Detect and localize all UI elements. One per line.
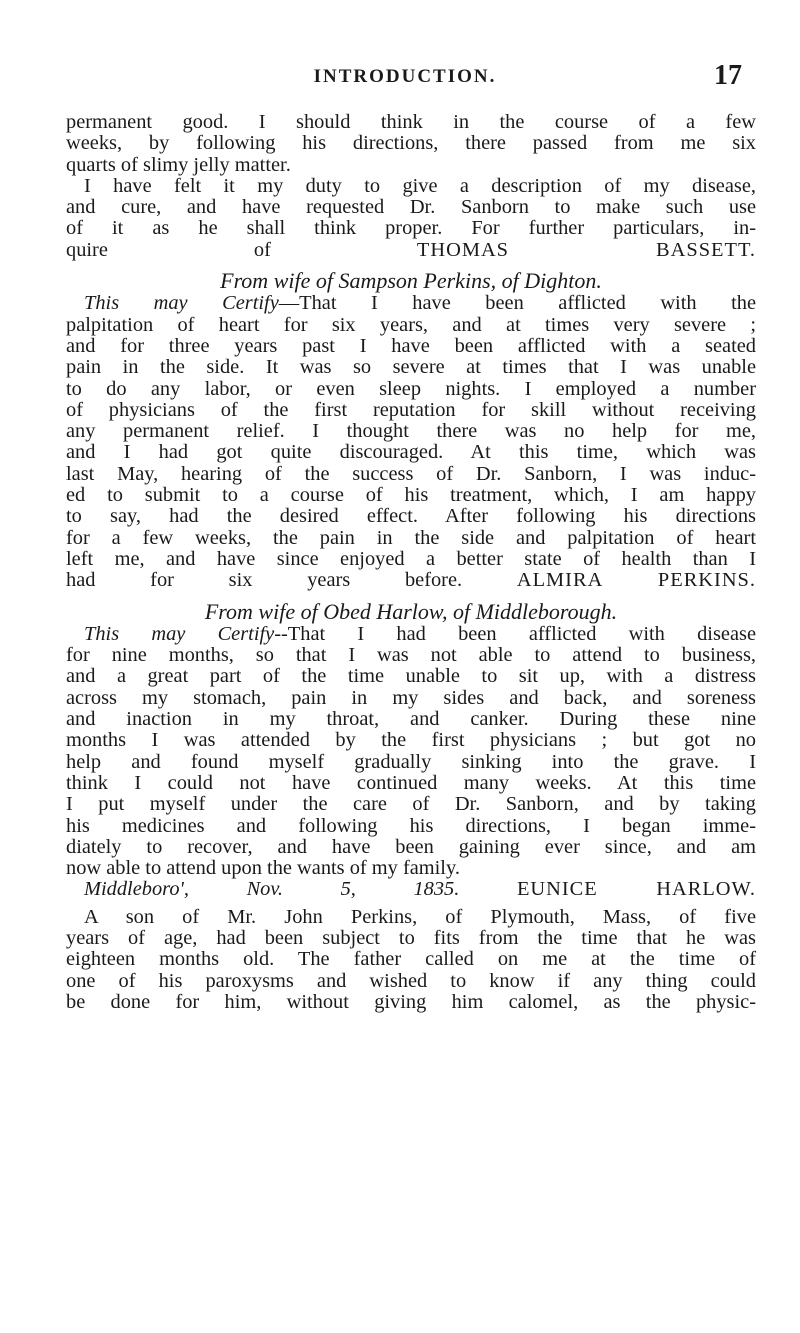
text-line: of physicians of the first reputation for skill without receiving bbox=[66, 398, 756, 421]
section-heading: From wife of Obed Harlow, of Middleborough. bbox=[204, 598, 618, 624]
body-text bbox=[66, 112, 756, 1013]
signature-line bbox=[66, 879, 756, 900]
page-number: 17 bbox=[714, 60, 742, 91]
text-line: years of age, had been subject to fits from the time that he was bbox=[66, 926, 756, 949]
running-title: INTRODUCTION. bbox=[313, 66, 497, 87]
text-line: and for three years past I have been afflicted with a seated bbox=[66, 334, 756, 357]
text-fragment: quire of bbox=[66, 238, 271, 261]
text-fragment: had for six years before. bbox=[66, 569, 463, 592]
section-heading: From wife of Sampson Perkins, of Dighton. bbox=[220, 268, 602, 294]
text-line: weeks, by following his directions, there passed from me six bbox=[66, 132, 756, 155]
signature: EUNICE HARLOW. bbox=[516, 878, 756, 901]
text-line: of it as he shall think proper. For further particulars, in- bbox=[66, 217, 756, 240]
signature-line bbox=[66, 240, 756, 261]
text-line: ed to submit to a course of his treatment, which, I am happy bbox=[66, 484, 756, 507]
text-line: A son of Mr. John Perkins, of Plymouth, Mass, of five bbox=[84, 905, 756, 928]
text-line: I put myself under the care of Dr. Sanborn, and by taking bbox=[66, 793, 756, 816]
signature: ALMIRA PERKINS. bbox=[516, 569, 756, 592]
testimonial-perkins bbox=[66, 270, 756, 591]
text-line: help and found myself gradually sinking into the grave. I bbox=[66, 750, 756, 773]
text-line: and cure, and have requested Dr. Sanborn to make such use bbox=[66, 196, 756, 219]
text-line: one of his paroxysms and wished to know if any thing could bbox=[66, 969, 756, 992]
text-line: diately to recover, and have been gaining ever since, and am bbox=[66, 835, 756, 858]
text-line: pain in the side. It was so severe at times that I was unable bbox=[66, 356, 756, 379]
signature: THOMAS BASSETT. bbox=[416, 238, 756, 261]
text-line bbox=[66, 624, 756, 645]
text-line: last May, hearing of the success of Dr. Sanborn, I was induc- bbox=[66, 462, 756, 485]
text-fragment: --That I had been afflicted with disease bbox=[274, 622, 756, 645]
text-line: his medicines and following his directions, I began imme- bbox=[66, 814, 756, 837]
text-fragment: —That I have been afflicted with the bbox=[278, 292, 756, 315]
lead-phrase: This may Certify bbox=[84, 622, 275, 645]
signature-line bbox=[66, 570, 756, 591]
text-line: I have felt it my duty to give a description of my disease, bbox=[84, 174, 756, 197]
text-line: and a great part of the time unable to sit up, with a distress bbox=[66, 665, 756, 688]
text-line: and I had got quite discouraged. At this time, which was bbox=[66, 441, 756, 464]
text-line: palpitation of heart for six years, and at times very severe ; bbox=[66, 313, 756, 336]
text-line: eighteen months old. The father called on me at the time of bbox=[66, 948, 756, 971]
running-header bbox=[66, 60, 744, 100]
text-line: for nine months, so that I was not able to attend to business, bbox=[66, 644, 756, 667]
text-line: for a few weeks, the pain in the side and palpitation of heart bbox=[66, 526, 756, 549]
text-line: quarts of slimy jelly matter. bbox=[66, 153, 291, 176]
text-line: months I was attended by the first physicians ; but got no bbox=[66, 729, 756, 752]
text-line: think I could not have continued many weeks. At this time bbox=[66, 771, 756, 794]
text-line: across my stomach, pain in my sides and back, and soreness bbox=[66, 686, 756, 709]
testimonial-bassett bbox=[66, 112, 756, 261]
testimonial-perkins-son bbox=[66, 907, 756, 1013]
text-line: any permanent relief. I thought there was no help for me, bbox=[66, 420, 756, 443]
text-line: permanent good. I should think in the course of a few bbox=[66, 111, 756, 133]
text-line: be done for him, without giving him calomel, as the physic- bbox=[66, 990, 756, 1013]
lead-phrase: This may Certify bbox=[84, 292, 279, 315]
text-line: to say, had the desired effect. After following his directions bbox=[66, 505, 756, 528]
text-line bbox=[66, 293, 756, 314]
testimonial-harlow bbox=[66, 598, 756, 901]
place-date: Middleboro', Nov. 5, 1835. bbox=[84, 878, 460, 901]
text-line: now able to attend upon the wants of my family. bbox=[66, 857, 460, 880]
text-line: left me, and have since enjoyed a better state of health than I bbox=[66, 547, 756, 570]
text-line: to do any labor, or even sleep nights. I employed a number bbox=[66, 377, 756, 400]
text-line: and inaction in my throat, and canker. During these nine bbox=[66, 708, 756, 731]
